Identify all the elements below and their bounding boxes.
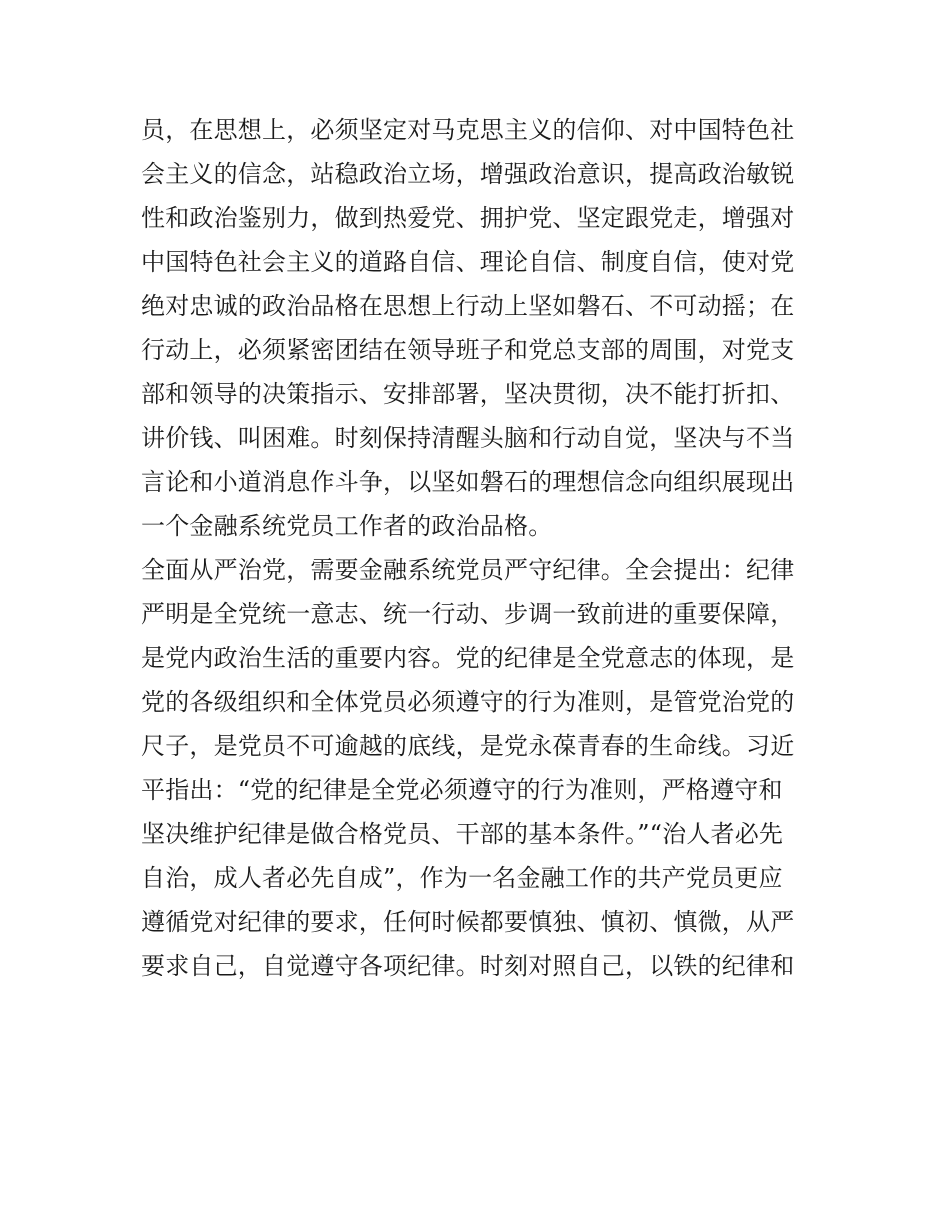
text-line: 遵循党对纪律的要求，任何时候都要慎独、慎初、慎微，从严 [141,908,795,936]
text-line: 坚决维护纪律是做合格党员、干部的基本条件。”“治人者必先 [141,820,784,848]
text-line: 平指出：“党的纪律是全党必须遵守的行为准则，严格遵守和 [141,776,783,804]
text-line: 员，在思想上，必须坚定对马克思主义的信仰、对中国特色社 [141,116,795,144]
text-line: 中国特色社会主义的道路自信、理论自信、制度自信，使对党 [141,248,795,276]
text-line: 全面从严治党，需要金融系统党员严守纪律。全会提出：纪律 [141,556,795,584]
text-line: 要求自己，自觉遵守各项纪律。时刻对照自己，以铁的纪律和 [141,952,795,980]
text-line: 会主义的信念，站稳政治立场，增强政治意识，提高政治敏锐 [141,160,795,188]
text-line: 党的各级组织和全体党员必须遵守的行为准则，是管党治党的 [141,688,795,716]
text-line: 绝对忠诚的政治品格在思想上行动上坚如磐石、不可动摇；在 [141,292,795,320]
text-line: 言论和小道消息作斗争，以坚如磐石的理想信念向组织展现出 [141,468,795,496]
text-line: 部和领导的决策指示、安排部署，坚决贯彻，决不能打折扣、 [141,380,795,408]
text-line: 性和政治鉴别力，做到热爱党、拥护党、坚定跟党走，增强对 [141,204,795,232]
text-line: 行动上，必须紧密团结在领导班子和党总支部的周围，对党支 [141,336,795,364]
text-line: 一个金融系统党员工作者的政治品格。 [141,512,553,540]
text-line: 严明是全党统一意志、统一行动、步调一致前进的重要保障， [141,600,795,628]
text-line: 尺子，是党员不可逾越的底线，是党永葆青春的生命线。习近 [141,732,795,760]
body-text [141,108,821,988]
text-line: 是党内政治生活的重要内容。党的纪律是全党意志的体现，是 [141,644,795,672]
text-line: 讲价钱、叫困难。时刻保持清醒头脑和行动自觉，坚决与不当 [141,424,795,452]
text-line: 自治，成人者必先自成”，作为一名金融工作的共产党员更应 [141,864,783,892]
